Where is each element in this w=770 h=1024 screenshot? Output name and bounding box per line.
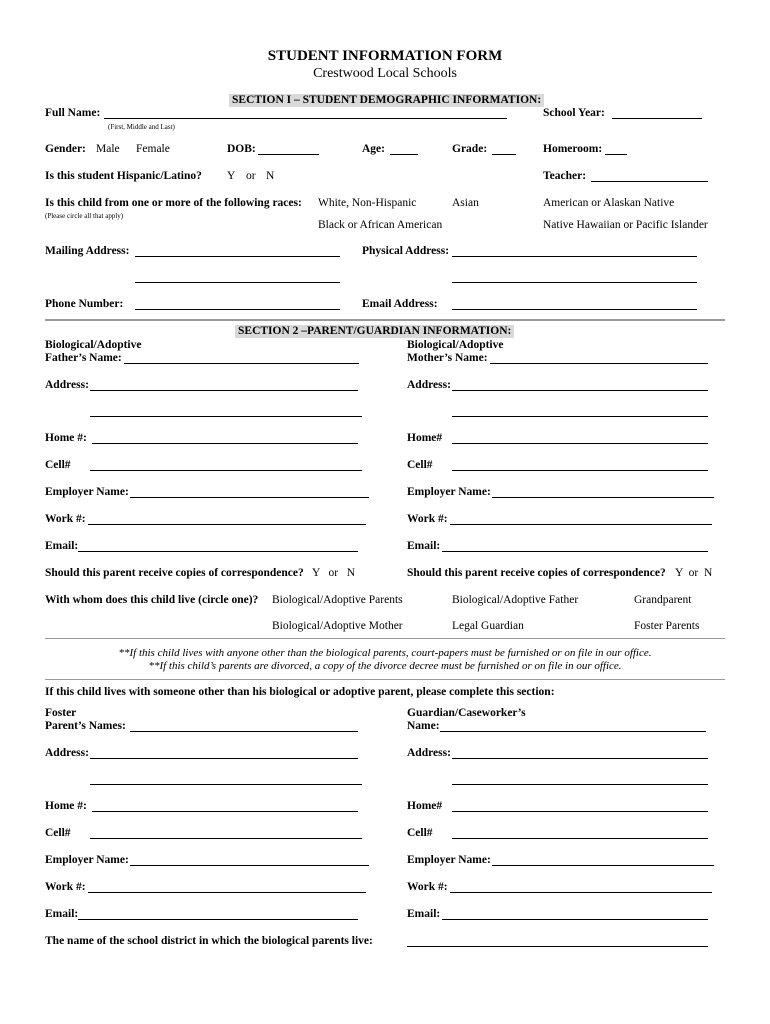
- foster-home-label: Home #:: [45, 800, 87, 812]
- live-option-legal-guardian[interactable]: Legal Guardian: [452, 620, 524, 632]
- form-subtitle: Crestwood Local Schools: [313, 66, 457, 81]
- mother-email-field[interactable]: [442, 551, 708, 552]
- live-option-bio-mother[interactable]: Biological/Adoptive Mother: [272, 620, 403, 632]
- father-email-label: Email:: [45, 540, 79, 552]
- guardian-cell-label: Cell#: [407, 827, 433, 839]
- mother-label-line1: Biological/Adoptive: [407, 339, 504, 351]
- race-asian-option[interactable]: Asian: [452, 197, 479, 209]
- mother-correspondence-question: Should this parent receive copies of correspondence?: [407, 567, 666, 579]
- mother-cell-field[interactable]: [452, 470, 708, 471]
- teacher-label: Teacher:: [543, 170, 587, 182]
- foster-cell-label: Cell#: [45, 827, 71, 839]
- father-name-field[interactable]: [124, 363, 359, 364]
- guardian-home-field[interactable]: [452, 811, 708, 812]
- age-label: Age:: [362, 143, 386, 155]
- guardian-address-field-2[interactable]: [452, 784, 708, 785]
- homeroom-label: Homeroom:: [543, 143, 603, 155]
- father-work-label: Work #:: [45, 513, 86, 525]
- father-correspondence-question: Should this parent receive copies of correspondence?: [45, 567, 304, 579]
- foster-label-line1: Foster: [45, 707, 77, 719]
- mother-correspondence-options[interactable]: Y or N: [675, 567, 713, 579]
- mother-label-line2: Mother’s Name:: [407, 352, 488, 364]
- mailing-address-label: Mailing Address:: [45, 245, 130, 257]
- father-employer-field[interactable]: [130, 497, 369, 498]
- mother-employer-label: Employer Name:: [407, 486, 491, 498]
- mother-email-label: Email:: [407, 540, 441, 552]
- races-hint: (Please circle all that apply): [45, 212, 124, 220]
- gender-label: Gender:: [45, 143, 86, 155]
- hispanic-or: or: [246, 170, 256, 182]
- physical-address-field-2[interactable]: [452, 282, 697, 283]
- guardian-email-label: Email:: [407, 908, 441, 920]
- guardian-work-field[interactable]: [450, 892, 712, 893]
- foster-home-field[interactable]: [92, 811, 358, 812]
- guardian-address-label: Address:: [407, 747, 451, 759]
- gender-female-option[interactable]: Female: [136, 143, 170, 155]
- divorce-decree-note: **If this child’s parents are divorced, a copy of the divorce decree must be furnished or on file in our office.: [148, 660, 622, 672]
- races-label: Is this child from one or more of the following races:: [45, 197, 302, 209]
- father-cell-label: Cell#: [45, 459, 71, 471]
- grade-label: Grade:: [452, 143, 488, 155]
- section-divider: [45, 319, 725, 321]
- hispanic-no-option[interactable]: N: [266, 170, 275, 182]
- homeroom-field[interactable]: [605, 154, 627, 155]
- dob-field[interactable]: [258, 154, 319, 155]
- mother-address-field-2[interactable]: [452, 416, 708, 417]
- email-address-label: Email Address:: [362, 298, 438, 310]
- school-district-label: The name of the school district in which the biological parents live:: [45, 935, 373, 947]
- mother-home-field[interactable]: [452, 443, 708, 444]
- foster-employer-label: Employer Name:: [45, 854, 129, 866]
- foster-address-field-1[interactable]: [90, 758, 358, 759]
- guardian-work-label: Work #:: [407, 881, 448, 893]
- father-work-field[interactable]: [88, 524, 366, 525]
- father-label-line2: Father’s Name:: [45, 352, 122, 364]
- mother-home-label: Home#: [407, 432, 443, 444]
- father-home-field[interactable]: [92, 443, 358, 444]
- father-address-field-1[interactable]: [90, 390, 358, 391]
- school-year-label: School Year:: [543, 107, 605, 119]
- guardian-home-label: Home#: [407, 800, 443, 812]
- gender-male-option[interactable]: Male: [96, 143, 120, 155]
- race-white-option[interactable]: White, Non-Hispanic: [318, 197, 417, 209]
- race-black-option[interactable]: Black or African American: [318, 219, 443, 231]
- race-hawaiian-option[interactable]: Native Hawaiian or Pacific Islander: [543, 219, 708, 231]
- guardian-employer-label: Employer Name:: [407, 854, 491, 866]
- full-name-hint: (First, Middle and Last): [108, 123, 175, 131]
- foster-address-field-2[interactable]: [90, 784, 362, 785]
- full-name-field[interactable]: [104, 118, 507, 119]
- full-name-label: Full Name:: [45, 107, 101, 119]
- hispanic-yes-option[interactable]: Y: [227, 170, 236, 182]
- mother-employer-field[interactable]: [492, 497, 714, 498]
- guardian-label-line2: Name:: [407, 720, 440, 732]
- foster-employer-field[interactable]: [130, 865, 369, 866]
- mailing-address-field-2[interactable]: [135, 282, 340, 283]
- live-option-foster-parents[interactable]: Foster Parents: [634, 620, 700, 632]
- grade-field[interactable]: [492, 154, 516, 155]
- guardian-employer-field[interactable]: [492, 865, 714, 866]
- guardian-email-field[interactable]: [442, 919, 708, 920]
- hispanic-label: Is this student Hispanic/Latino?: [45, 170, 202, 182]
- father-home-label: Home #:: [45, 432, 87, 444]
- father-correspondence-options[interactable]: Y or N: [312, 567, 356, 579]
- foster-email-field[interactable]: [78, 919, 358, 920]
- form-title: STUDENT INFORMATION FORM: [267, 48, 503, 64]
- live-with-question: With whom does this child live (circle one)?: [45, 594, 259, 606]
- mother-cell-label: Cell#: [407, 459, 433, 471]
- court-papers-note: **If this child lives with anyone other than the biological parents, court-papers must be furnished or on file in our office.: [118, 647, 652, 659]
- foster-label-line2: Parent’s Names:: [45, 720, 126, 732]
- live-option-bio-parents[interactable]: Biological/Adoptive Parents: [272, 594, 403, 606]
- father-employer-label: Employer Name:: [45, 486, 129, 498]
- guardian-address-field-1[interactable]: [452, 758, 708, 759]
- guardian-label-line1: Guardian/Caseworker’s: [407, 707, 526, 719]
- school-year-field[interactable]: [612, 118, 702, 119]
- foster-email-label: Email:: [45, 908, 79, 920]
- father-address-field-2[interactable]: [90, 416, 362, 417]
- section1-header: SECTION I – STUDENT DEMOGRAPHIC INFORMATION:: [229, 94, 544, 107]
- phone-label: Phone Number:: [45, 298, 124, 310]
- teacher-field[interactable]: [591, 181, 708, 182]
- mother-name-field[interactable]: [490, 363, 708, 364]
- mother-work-field[interactable]: [450, 524, 712, 525]
- father-email-field[interactable]: [78, 551, 358, 552]
- foster-name-field[interactable]: [130, 731, 358, 732]
- mother-address-field-1[interactable]: [452, 390, 708, 391]
- foster-address-label: Address:: [45, 747, 89, 759]
- guardian-name-field[interactable]: [440, 731, 706, 732]
- father-address-label: Address:: [45, 379, 89, 391]
- physical-address-label: Physical Address:: [362, 245, 450, 257]
- mother-address-label: Address:: [407, 379, 451, 391]
- physical-address-field-1[interactable]: [452, 256, 697, 257]
- live-option-grandparent[interactable]: Grandparent: [634, 594, 692, 606]
- age-field[interactable]: [390, 154, 418, 155]
- school-district-field[interactable]: [407, 946, 708, 947]
- father-label-line1: Biological/Adoptive: [45, 339, 142, 351]
- mother-work-label: Work #:: [407, 513, 448, 525]
- section3-intro: If this child lives with someone other than his biological or adoptive parent, please complete this section:: [45, 686, 555, 698]
- foster-work-field[interactable]: [88, 892, 366, 893]
- race-native-option[interactable]: American or Alaskan Native: [543, 197, 675, 209]
- section2-header: SECTION 2 –PARENT/GUARDIAN INFORMATION:: [235, 325, 514, 338]
- email-address-field[interactable]: [452, 309, 697, 310]
- foster-work-label: Work #:: [45, 881, 86, 893]
- notes-divider-bottom: [45, 679, 725, 680]
- father-cell-field[interactable]: [90, 470, 362, 471]
- guardian-cell-field[interactable]: [452, 838, 708, 839]
- live-option-bio-father[interactable]: Biological/Adoptive Father: [452, 594, 579, 606]
- dob-label: DOB:: [227, 143, 256, 155]
- notes-divider-top: [45, 638, 725, 639]
- mailing-address-field-1[interactable]: [135, 256, 340, 257]
- phone-field[interactable]: [135, 309, 340, 310]
- foster-cell-field[interactable]: [90, 838, 362, 839]
